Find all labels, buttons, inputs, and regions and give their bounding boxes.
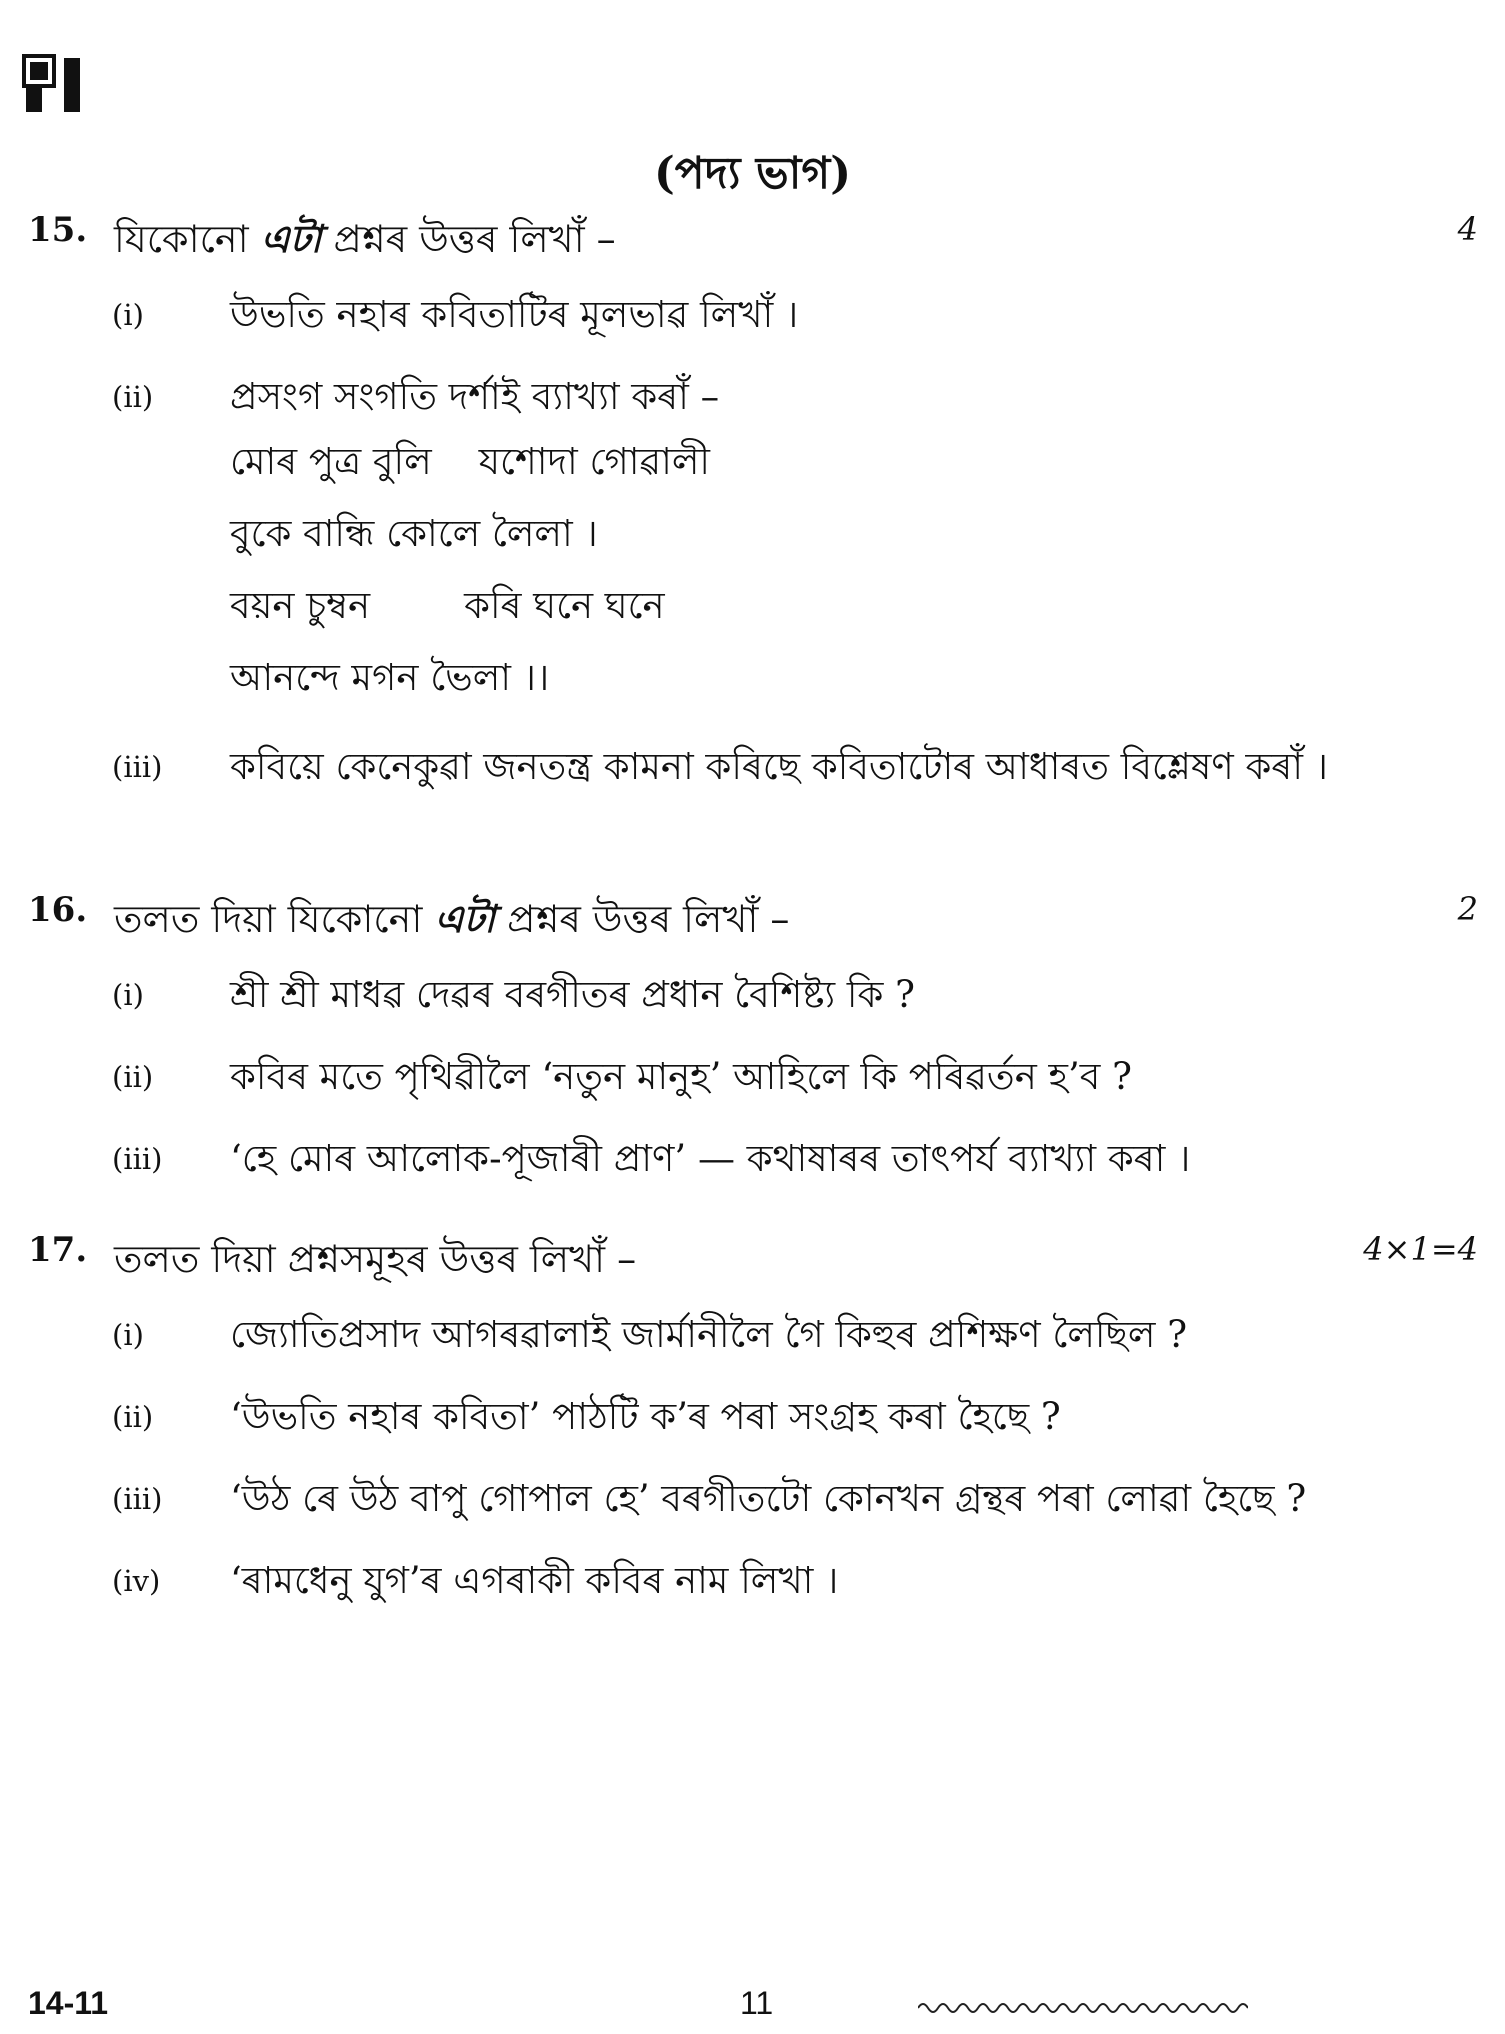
sub-question-number: (iii) [112,750,163,784]
page-number: 11 [740,1985,774,2021]
decorative-wave-line [918,2000,1248,2016]
verse-line: বয়ন চুম্বন কৰি ঘনে ঘনে [230,584,665,627]
qr-code-icon [26,58,80,112]
question-15 [28,210,1478,796]
verse-block [230,426,1478,714]
sub-question-text: ‘হে মোৰ আলোক-পূজাৰী প্ৰাণ’ — কথাষাৰৰ তাৎপৰ্য ব্যাখ্যা কৰা । [230,1137,1191,1180]
sub-question-number: (iii) [112,1142,163,1176]
verse-line: মোৰ পুত্ৰ বুলি যশোদা গোৱালী [230,440,710,483]
sub-question-number: (iv) [112,1564,161,1598]
instruction-pre: তলত দিয়া যিকোনো [114,897,423,941]
question-number: 16. [28,890,88,930]
sub-question [112,1130,1478,1188]
sub-question-text: উভতি নহাৰ কবিতাটিৰ মূলভাৱ লিখাঁ । [230,293,799,336]
section-title: (পদ্য ভাগ) [653,148,852,199]
instruction-emphasis: এটা [260,216,322,261]
instruction-pre: যিকোনো [114,217,249,261]
sub-question-text: শ্ৰী শ্ৰী মাধৱ দেৱৰ বৰগীতৰ প্ৰধান বৈশিষ্ট্য কি ? [230,973,915,1016]
sub-question-text: ‘উভতি নহাৰ কবিতা’ পাঠটি ক’ৰ পৰা সংগ্ৰহ কৰা হৈছে ? [230,1395,1061,1438]
sub-question-number: (i) [112,1318,144,1352]
question-number: 15. [28,210,88,250]
sub-question [112,1306,1478,1364]
sub-question-text: প্ৰসংগ সংগতি দৰ্শাই ব্যাখ্যা কৰাঁ – [230,375,720,418]
sub-question [112,738,1478,796]
question-marks: 2 [1457,890,1478,928]
sub-question [112,368,1478,426]
sub-question-text: ‘উঠ ৰে উঠ বাপু গোপাল হে’ বৰগীতটো কোনখন গ্ৰন্থৰ পৰা লোৱা হৈছে ? [230,1477,1307,1520]
sub-question-text: কবিয়ে কেনেকুৱা জনতন্ত্ৰ কামনা কৰিছে কবিতাটোৰ আধাৰত বিশ্লেষণ কৰাঁ । [230,745,1328,788]
question-17 [28,1230,1478,1610]
question-marks: 4×1=4 [1363,1230,1478,1268]
sub-question [112,1470,1478,1528]
sub-question [112,1048,1478,1106]
instruction-post: প্ৰশ্নৰ উত্তৰ লিখাঁ – [333,217,616,261]
verse-line: বুকে বান্ধি কোলে লৈলা । [230,512,598,555]
question-instruction [114,210,616,274]
sub-question-number: (ii) [112,380,154,414]
question-instruction [114,890,789,954]
sub-question-number: (i) [112,978,144,1012]
sub-question-number: (iii) [112,1482,163,1516]
question-instruction: তলত দিয়া প্ৰশ্নসমূহৰ উত্তৰ লিখাঁ – [114,1237,637,1281]
paper-code: 14-11 [28,1985,109,2021]
sub-question [112,1388,1478,1446]
instruction-post: প্ৰশ্নৰ উত্তৰ লিখাঁ – [507,897,790,941]
sub-question [112,966,1478,1024]
sub-question-number: (i) [112,298,144,332]
question-16 [28,890,1478,1188]
sub-question [112,1552,1478,1610]
question-marks: 4 [1457,210,1478,248]
sub-question-number: (ii) [112,1060,154,1094]
sub-question-text: কবিৰ মতে পৃথিৱীলৈ ‘নতুন মানুহ’ আহিলে কি পৰিৱৰ্তন হ’ব ? [230,1055,1132,1098]
instruction-emphasis: এটা [434,896,496,941]
verse-line: আনন্দে মগন ভৈলা ।। [230,656,550,699]
sub-question-number: (ii) [112,1400,154,1434]
sub-question-text: জ্যোতিপ্ৰসাদ আগৰৱালাই জাৰ্মানীলৈ গৈ কিহুৰ প্ৰশিক্ষণ লৈছিল ? [230,1313,1188,1356]
sub-question-text: ‘ৰামধেনু যুগ’ৰ এগৰাকী কবিৰ নাম লিখা । [230,1559,839,1602]
sub-question [112,286,1478,344]
question-number: 17. [28,1230,88,1270]
